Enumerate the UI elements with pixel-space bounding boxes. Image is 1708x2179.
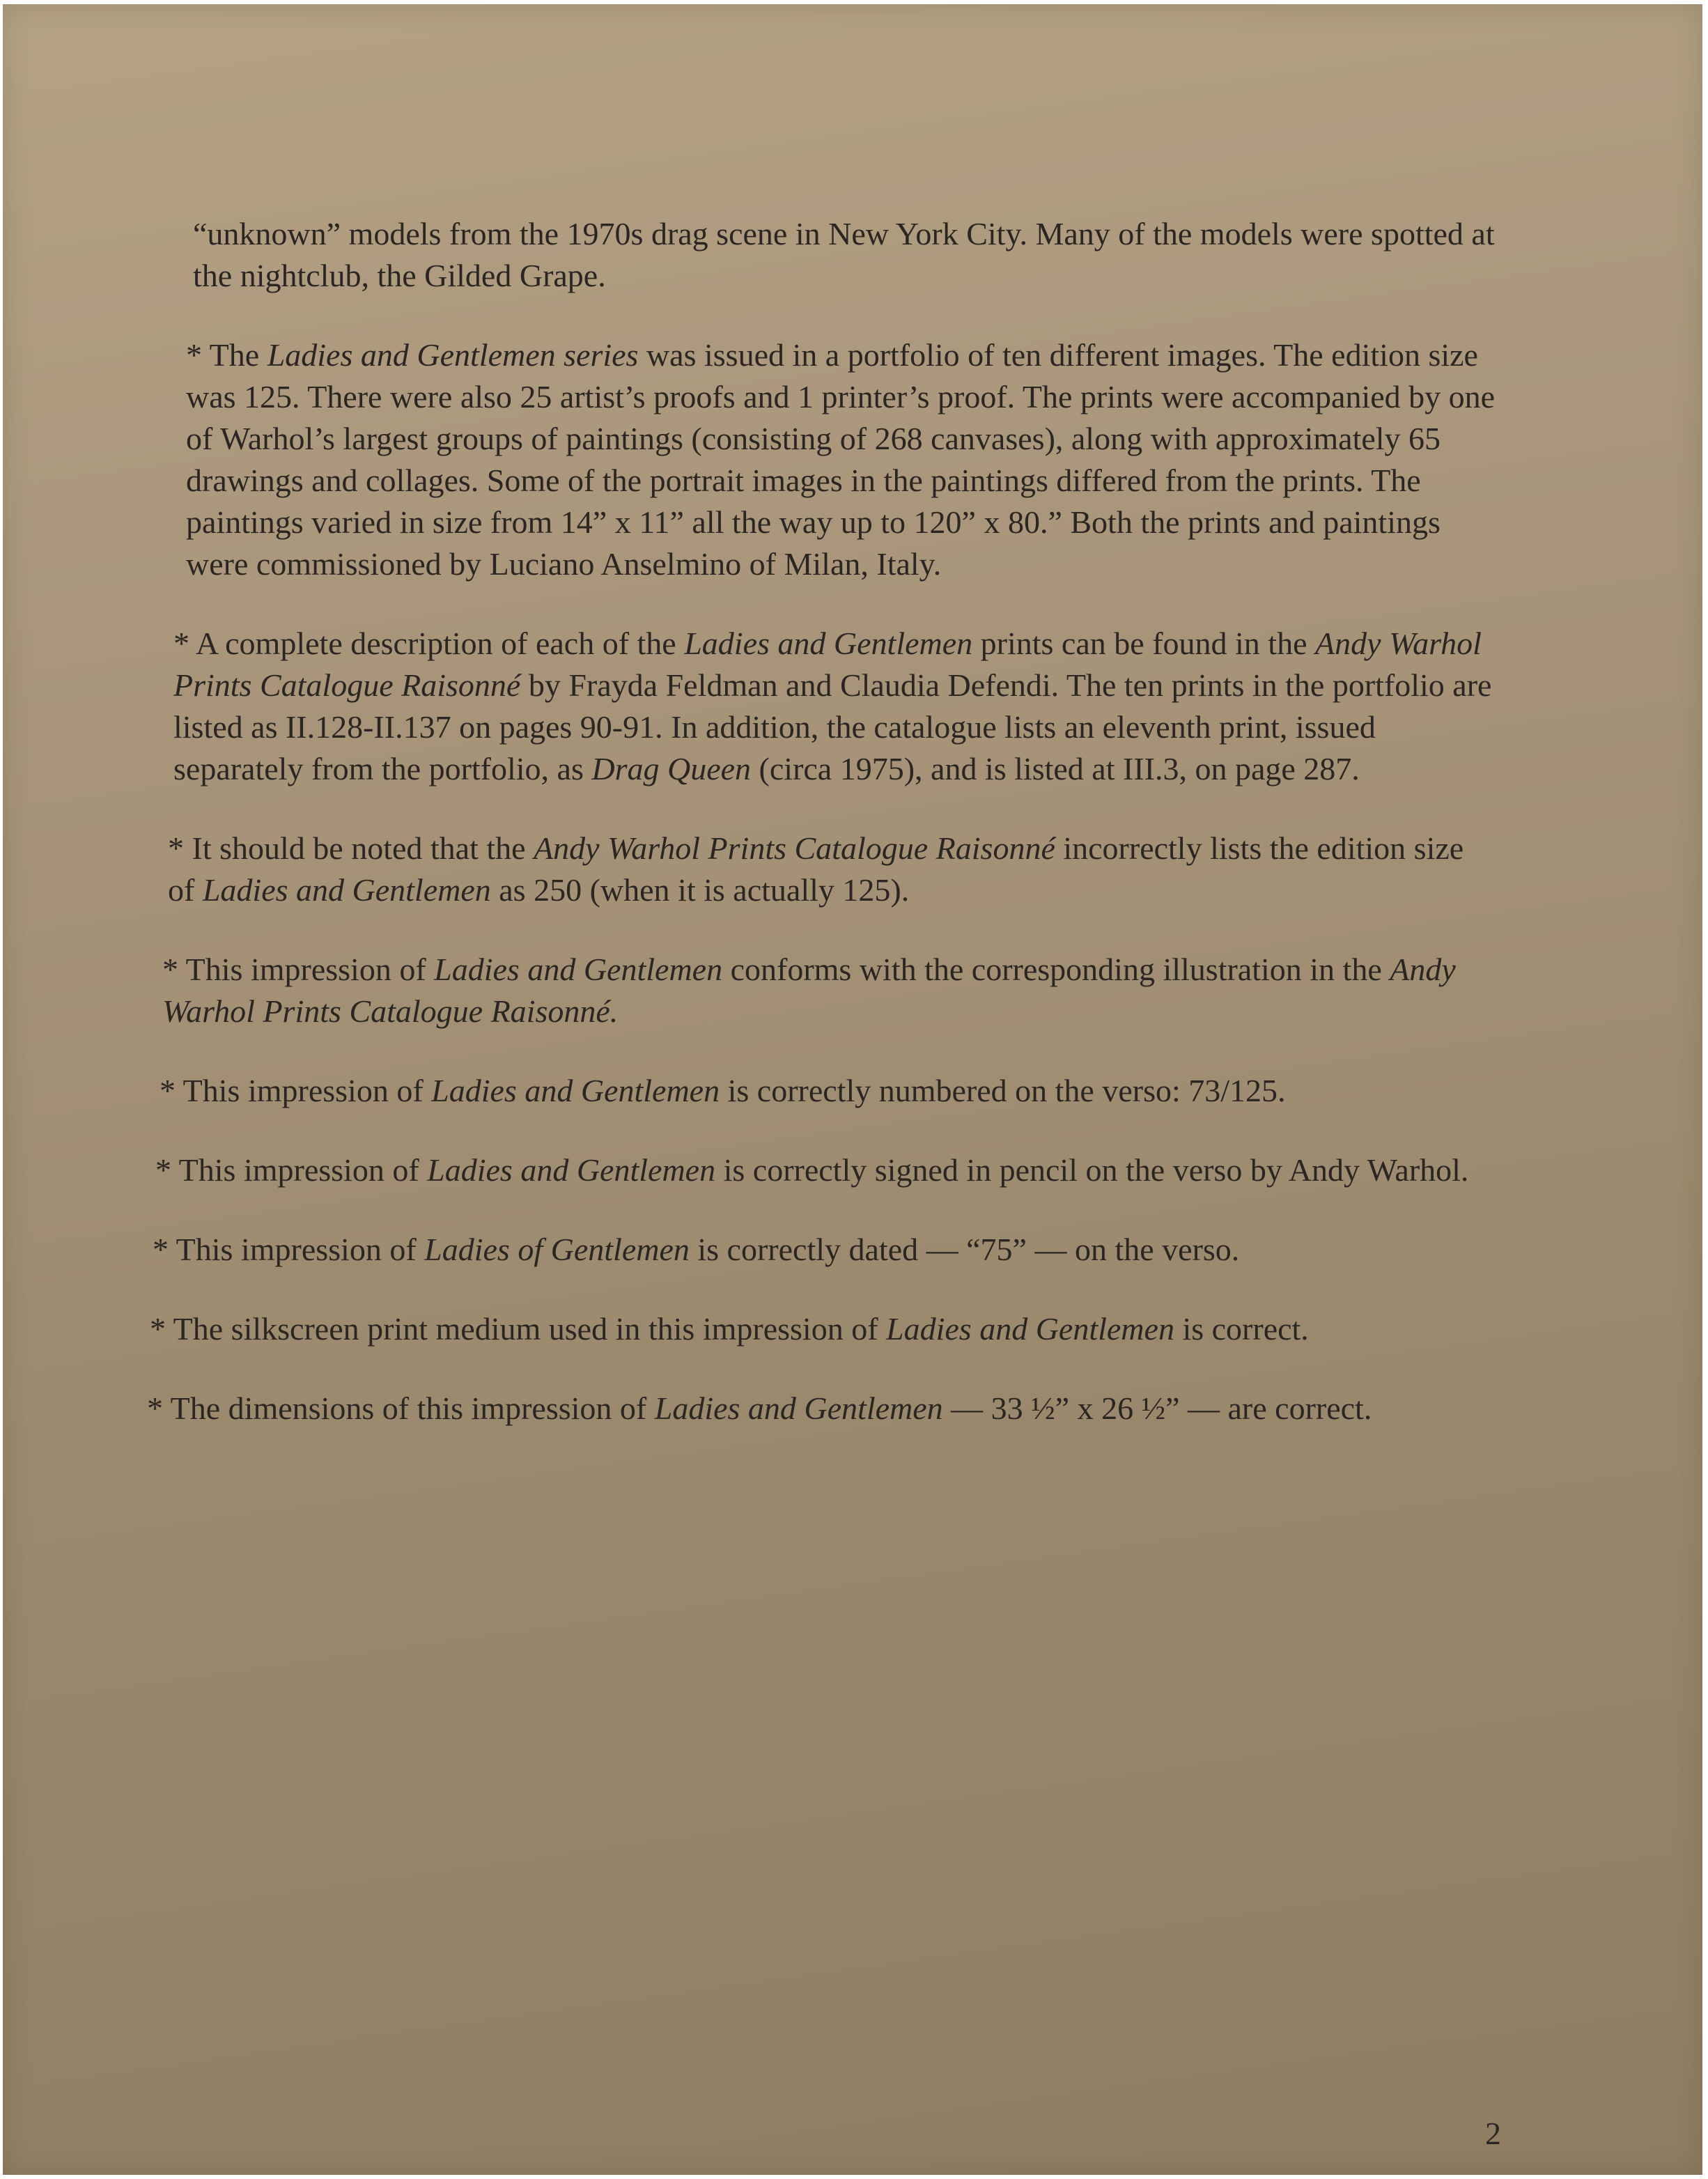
paragraph-5: [160, 1070, 1497, 1112]
text-segment: * This impression of: [162, 952, 435, 987]
italic-title: Ladies and Gentlemen: [427, 1152, 716, 1188]
italic-title: Andy Warhol Prints Catalogue Raisonné: [173, 626, 1482, 703]
text-segment: * The: [186, 337, 267, 373]
paragraph-2: [173, 623, 1497, 790]
italic-title: Ladies of Gentlemen: [424, 1232, 690, 1267]
italic-title: Ladies and Gentlemen: [886, 1311, 1174, 1347]
text-segment: conforms with the corresponding illustration in the: [722, 952, 1390, 987]
text-segment: * This impression of: [160, 1073, 432, 1108]
italic-title: Ladies and Gentlemen series: [267, 337, 639, 373]
text-segment: as 250 (when it is actually 125).: [490, 872, 910, 908]
italic-title: Ladies and Gentlemen: [431, 1073, 720, 1108]
italic-title: Ladies and Gentlemen: [434, 952, 723, 987]
text-segment: by Frayda Feldman and Claudia Defendi. The ten prints in the portfolio are listed as II.128-II.137 on pages 90-91. In addition, the catalogue lists an eleventh print, issued separately from the portfolio, as: [173, 667, 1492, 786]
italic-title: Andy Warhol Prints Catalogue Raisonné.: [162, 952, 1456, 1029]
paragraph-1: [186, 334, 1497, 585]
text-segment: * This impression of: [155, 1152, 428, 1188]
text-segment: * A complete description of each of the: [173, 626, 685, 661]
text-segment: * This impression of: [153, 1232, 425, 1267]
body-text: [147, 213, 1497, 1467]
text-segment: — 33 ½” x 26 ½” — are correct.: [942, 1390, 1372, 1426]
paragraph-3: [168, 828, 1497, 911]
italic-title: Ladies and Gentlemen: [684, 626, 973, 661]
text-segment: is correctly numbered on the verso: 73/125.: [720, 1073, 1286, 1108]
text-segment: was issued in a portfolio of ten different images. The edition size was 125. There were also 25 artist’s proofs and 1 printer’s proof. The prints were accompanied by one of Warhol’s largest groups of paintings (consisting of 268 canvases), along with approximately 65 drawings and collages. Some of the portrait images in the paintings differed from the prints. The paintings varied in size from 14” x 11” all the way up to 120” x 80.” Both the prints and paintings were commissioned by Luciano Anselmino of Milan, Italy.: [186, 337, 1496, 582]
document-page: [3, 4, 1702, 2175]
text-segment: * The silkscreen print medium used in this impression of: [150, 1311, 887, 1347]
text-segment: “unknown” models from the 1970s drag scene in New York City. Many of the models were spotted at the nightclub, the Gilded Grape.: [193, 216, 1495, 293]
page-number: 2: [1485, 2116, 1501, 2151]
paragraph-7: [153, 1229, 1497, 1271]
paragraph-8: [150, 1308, 1497, 1350]
paragraph-0: [193, 213, 1497, 297]
italic-title: Ladies and Gentlemen: [202, 872, 491, 908]
text-segment: prints can be found in the: [972, 626, 1315, 661]
text-segment: (circa 1975), and is listed at III.3, on page 287.: [751, 751, 1360, 786]
italic-title: Drag Queen: [591, 751, 752, 786]
italic-title: Andy Warhol Prints Catalogue Raisonné: [534, 830, 1055, 866]
text-segment: * It should be noted that the: [168, 830, 534, 866]
text-segment: is correctly dated — “75” — on the verso.: [689, 1232, 1240, 1267]
italic-title: Ladies and Gentlemen: [654, 1390, 943, 1426]
text-segment: incorrectly lists the edition size of: [168, 830, 1464, 908]
paragraph-9: [147, 1388, 1497, 1429]
text-segment: is correct.: [1174, 1311, 1309, 1347]
text-segment: is correctly signed in pencil on the verso by Andy Warhol.: [715, 1152, 1469, 1188]
text-segment: * The dimensions of this impression of: [147, 1390, 655, 1426]
paragraph-4: [162, 949, 1497, 1032]
paragraph-6: [155, 1149, 1497, 1191]
